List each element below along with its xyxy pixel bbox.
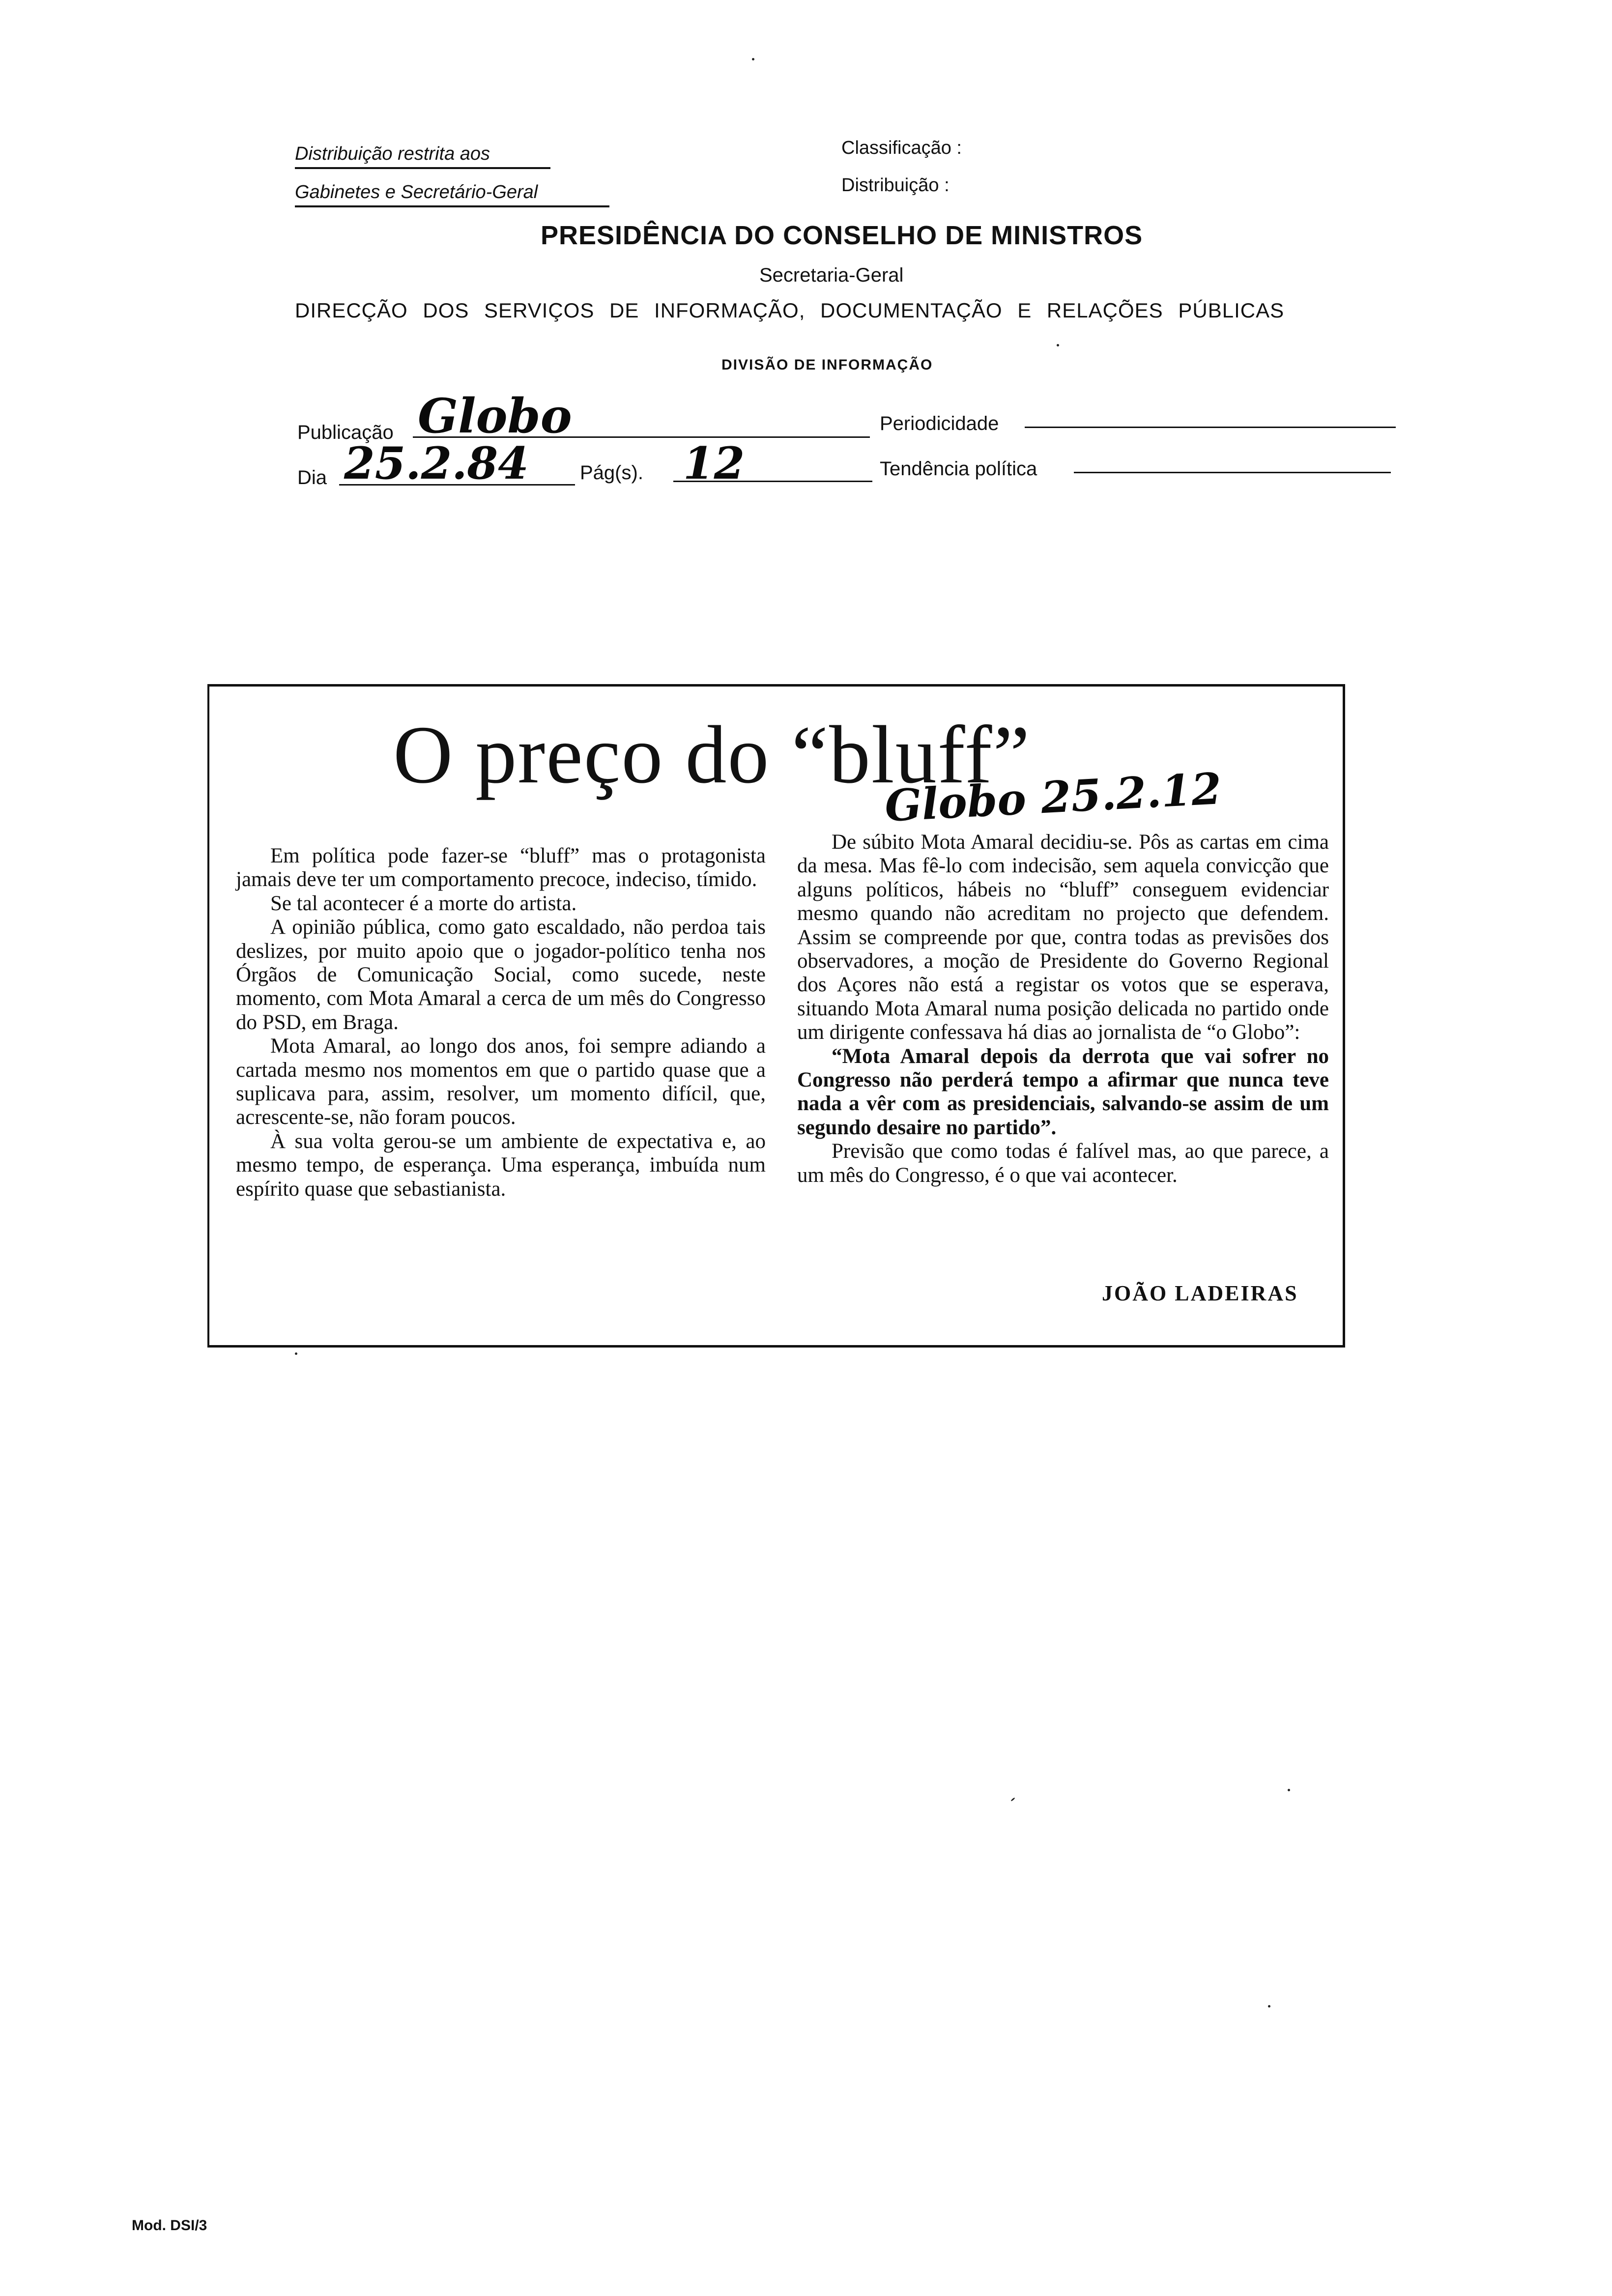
scan-speck <box>1057 344 1059 346</box>
restricted-distribution-line2: Gabinetes e Secretário-Geral <box>295 182 538 202</box>
scan-speck <box>1010 1797 1015 1802</box>
scan-speck <box>1268 2005 1270 2008</box>
article-column-2 <box>797 831 1329 1187</box>
col2-paragraph-1: De súbito Mota Amaral decidiu-se. Pôs as cartas em cima da mesa. Mas fê-lo com indecisão, sem aquela convicção que alguns políticos, hábeis no “bluff” conseguem evidenciar mesmo quando não acreditam no projecto que defendem. Assim se compreende por que, contra todas as previsões dos observadores, a moção de Presidente do Governo Regional dos Açores não está a registar os votos que se esperava, situando Mota Amaral numa posição delicada no partido onde um dirigente confessava há dias ao jornalista de “o Globo”: <box>797 831 1329 1044</box>
dia-label: Dia <box>297 467 327 488</box>
col1-paragraph-2: Se tal acontecer é a morte do artista. <box>270 891 577 915</box>
periodicidade-label: Periodicidade <box>880 413 999 434</box>
col2-quote-paragraph: “Mota Amaral depois da derrota que vai sofrer no Congresso não perderá tempo a afirmar que nunca teve nada a vêr com as presidenciais, salvando-se assim de um segundo desaire no partido”. <box>797 1044 1329 1139</box>
byline: JOÃO LADEIRAS <box>1102 1281 1298 1305</box>
scan-speck <box>295 1352 297 1355</box>
direccao-servicos: DIRECÇÃO DOS SERVIÇOS DE INFORMAÇÃO, DOCUMENTAÇÃO E RELAÇÕES PÚBLICAS <box>295 299 1285 322</box>
restricted-distribution-line1: Distribuição restrita aos <box>295 144 490 164</box>
handwritten-clipping-note: Globo 25.2.12 <box>883 763 1223 832</box>
tendencia-line <box>1074 472 1391 473</box>
dia-handwritten-value: 25.2.84 <box>344 437 529 489</box>
restricted-underline-1 <box>295 167 550 169</box>
periodicidade-line <box>1025 427 1396 428</box>
headline: O preço do “bluff” <box>393 709 1031 801</box>
scan-speck <box>1288 1789 1290 1791</box>
col1-paragraph-1: Em política pode fazer-se “bluff” mas o protagonista jamais deve ter um comportamento precoce, indeciso, tímido. <box>236 844 766 891</box>
publicacao-label: Publicação <box>297 422 394 443</box>
col1-paragraph-5: À sua volta gerou-se um ambiente de expectativa e, ao mesmo tempo, de esperança. Uma esperança, imbuída num espírito quase que sebastianista. <box>236 1129 766 1201</box>
col1-paragraph-4: Mota Amaral, ao longo dos anos, foi sempre adiando a cartada mesmo nos momentos em que o partido quase que a suplicava para, assim, resolver, um momento difícil, que, acrescente-se, não foram poucos. <box>236 1034 766 1129</box>
article-column-1 <box>236 844 766 1201</box>
form-model-code: Mod. DSI/3 <box>132 2217 207 2234</box>
classificacao-label: Classificação : <box>841 138 962 158</box>
divisao-informacao: DIVISÃO DE INFORMAÇÃO <box>721 357 933 373</box>
pags-label: Pág(s). <box>580 462 643 484</box>
col2-paragraph-3: Previsão que como todas é falível mas, ao que parece, a um mês do Congresso, é o que vai acontecer. <box>797 1140 1329 1187</box>
scan-speck <box>752 58 754 60</box>
org-title: PRESIDÊNCIA DO CONSELHO DE MINISTROS <box>541 221 1143 250</box>
publicacao-handwritten-value: Globo <box>418 388 572 444</box>
tendencia-label: Tendência política <box>880 458 1037 480</box>
pags-handwritten-value: 12 <box>683 437 745 489</box>
restricted-underline-2 <box>295 205 609 207</box>
secretaria-geral: Secretaria-Geral <box>759 264 904 286</box>
distribuicao-label: Distribuição : <box>841 175 950 196</box>
col1-paragraph-3: A opinião pública, como gato escaldado, não perdoa tais deslizes, por muito apoio que o jogador-político tenha nos Órgãos de Comunicação Social, como sucede, neste momento, com Mota Amaral a cerca de um mês do Congresso do PSD, em Braga. <box>236 916 766 1034</box>
